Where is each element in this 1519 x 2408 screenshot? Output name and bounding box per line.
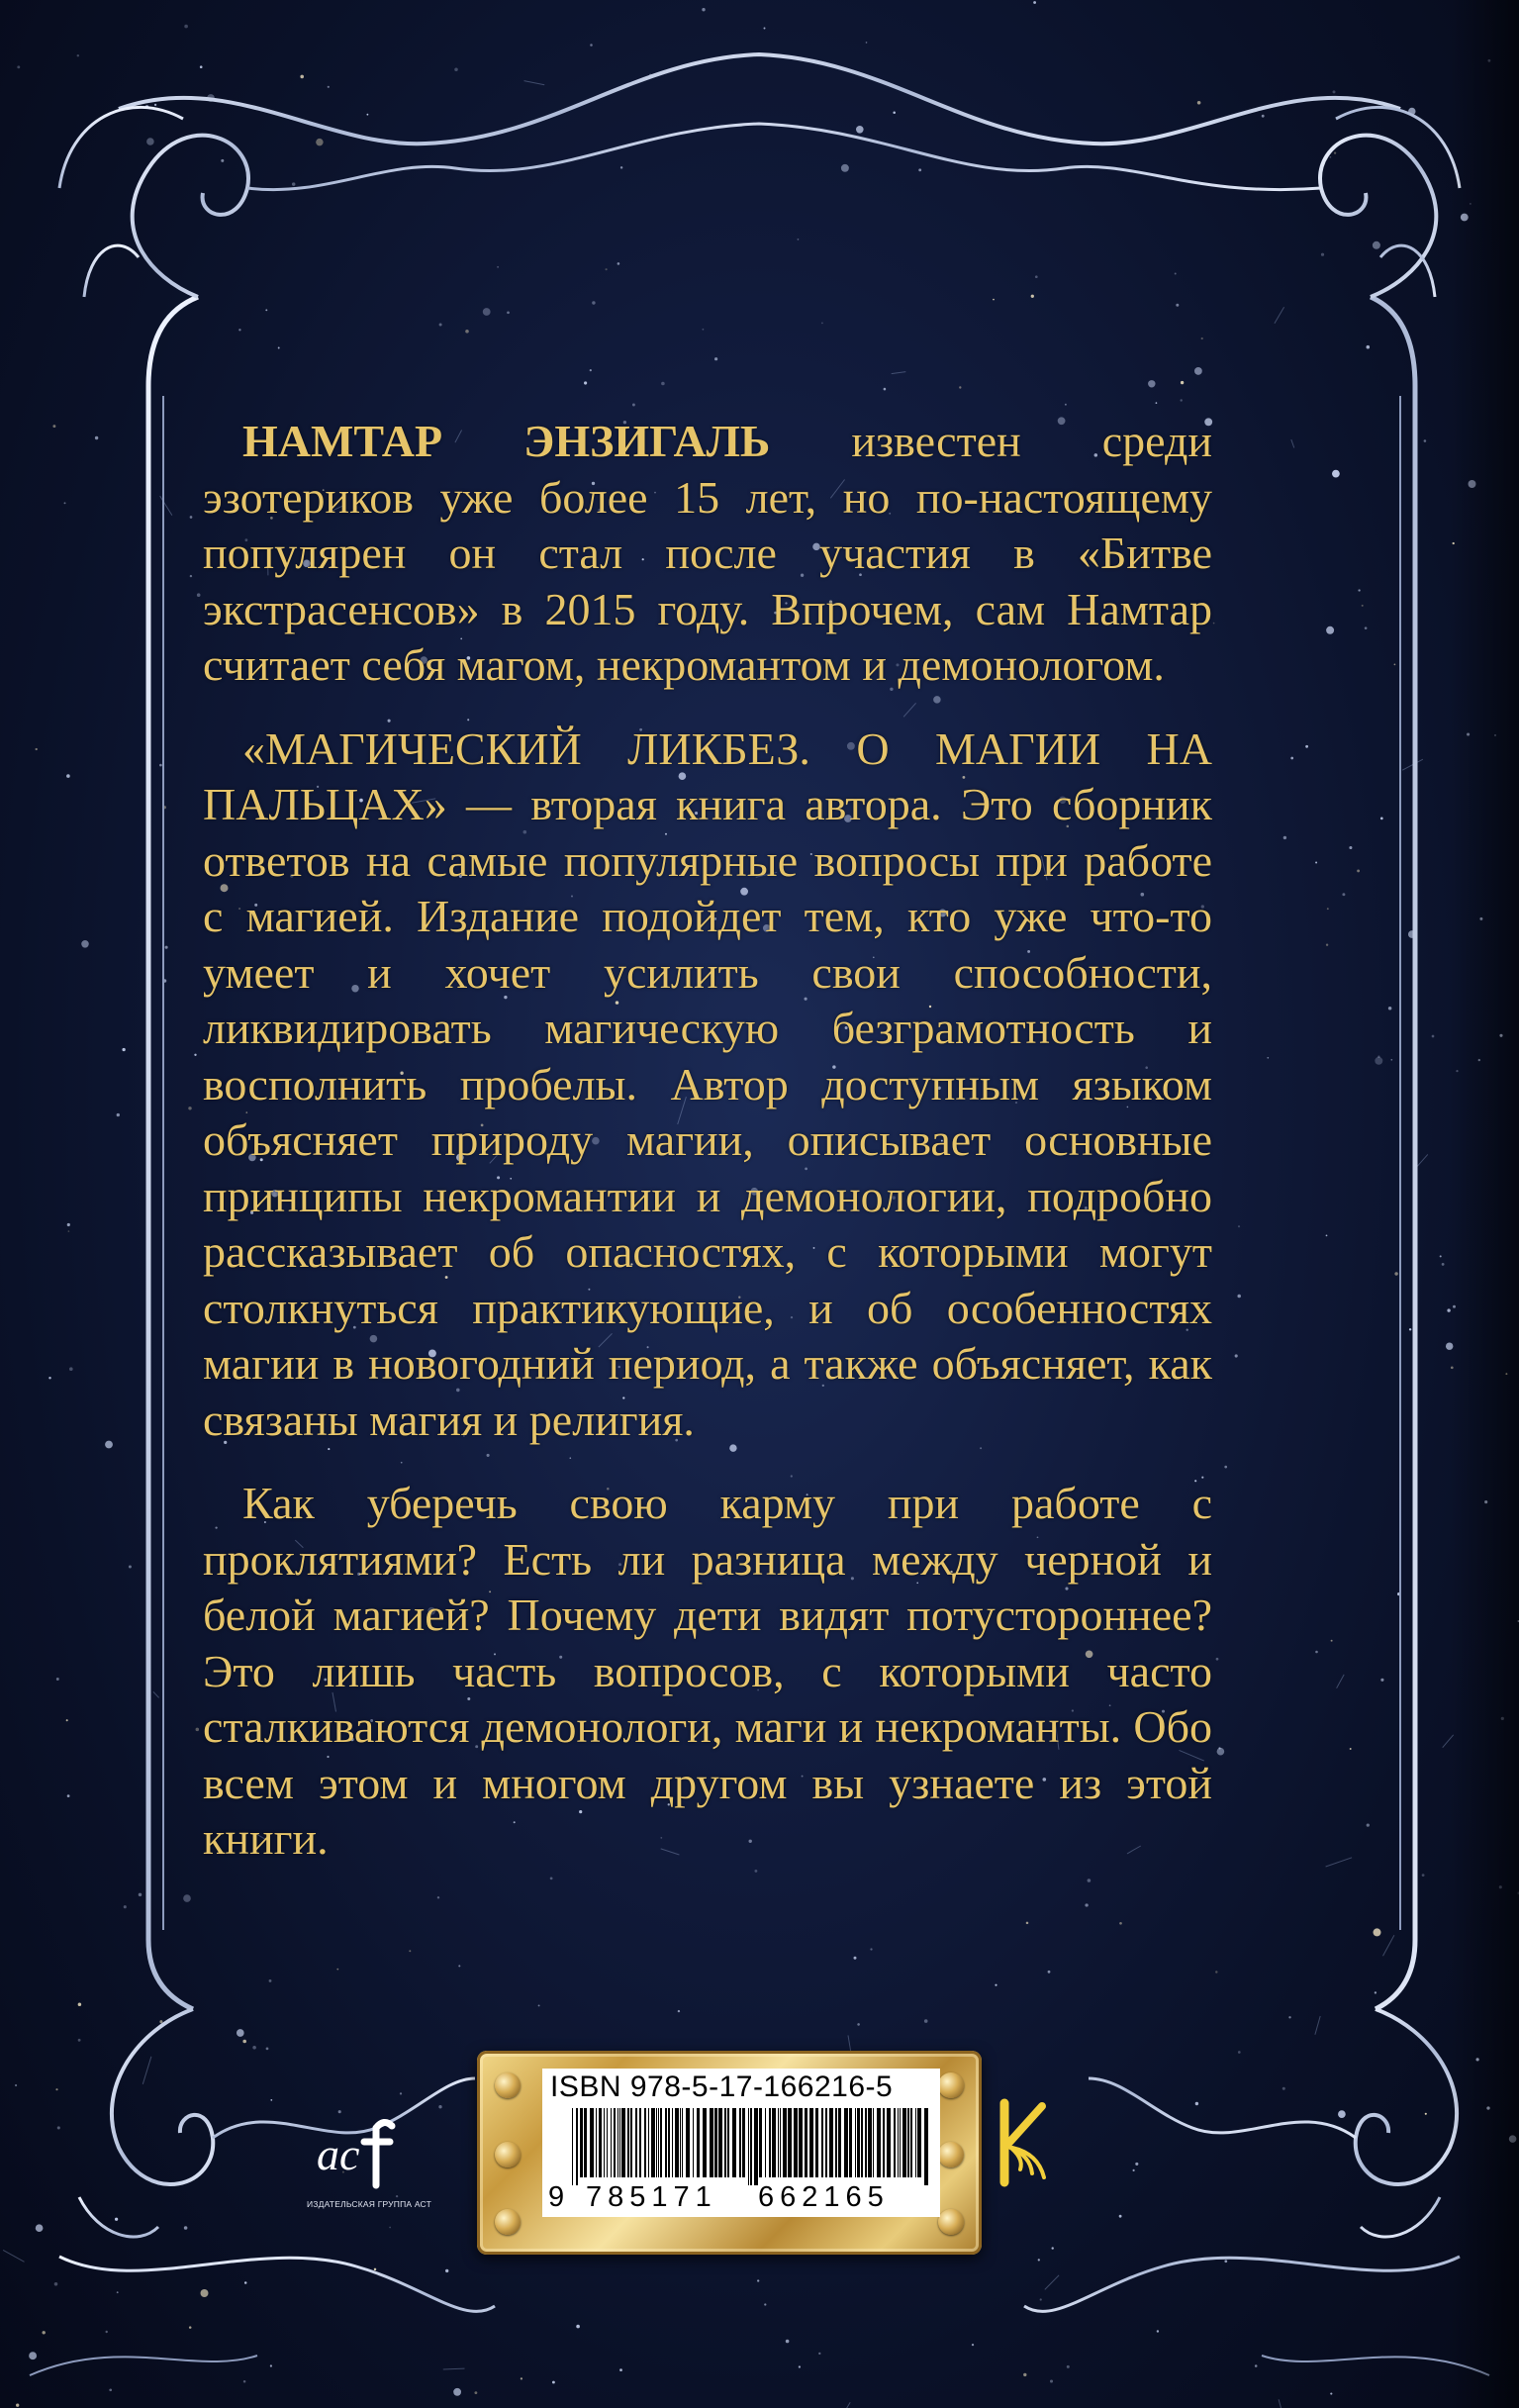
rivet-icon (938, 2209, 964, 2235)
paragraph-author (203, 414, 1212, 694)
barcode-bar (778, 2108, 779, 2177)
barcode-digits (542, 2181, 940, 2217)
barcode-bar (900, 2108, 901, 2177)
rivet-icon (938, 2142, 964, 2167)
barcode-bar (865, 2108, 867, 2177)
barcode-bar (580, 2108, 583, 2177)
barcode-bar (614, 2108, 616, 2177)
barcode-bar (658, 2108, 659, 2177)
barcode-bar (630, 2108, 632, 2177)
barcode-bar (619, 2108, 620, 2177)
barcode-bar (799, 2108, 803, 2177)
barcode-bar (783, 2108, 787, 2177)
barcode-bar (857, 2108, 860, 2177)
ast-caption: ИЗДАТЕЛЬСКАЯ ГРУППА АСТ (307, 2199, 431, 2209)
barcode-bar (924, 2108, 928, 2185)
barcode-bar (718, 2108, 722, 2177)
barcode-bar (590, 2108, 594, 2177)
ast-logo-icon (315, 2108, 406, 2199)
barcode-bar (788, 2108, 792, 2177)
barcode-bar (656, 2108, 657, 2177)
barcode-bar (739, 2108, 741, 2177)
barcode-bar (635, 2108, 637, 2177)
barcode-digits-left: 785171 (586, 2181, 717, 2213)
barcode-bar (825, 2108, 827, 2177)
ast-publisher-logo (307, 2108, 431, 2217)
spine-shadow (1450, 0, 1519, 2408)
barcode-bar (682, 2108, 683, 2177)
rivet-icon (938, 2072, 964, 2098)
barcode-bar (883, 2108, 885, 2177)
barcode-bar (697, 2108, 700, 2177)
barcode-bar (844, 2108, 848, 2177)
barcode-bar (693, 2108, 694, 2177)
barcode-bar (838, 2108, 841, 2177)
barcode-bar (750, 2108, 752, 2185)
barcode-bar (572, 2108, 573, 2185)
barcode-bar (917, 2108, 921, 2177)
barcode-bar (873, 2108, 874, 2177)
barcode-bar (617, 2108, 618, 2177)
barcode-bar (644, 2108, 646, 2177)
barcode-icon (572, 2108, 930, 2185)
barcode-bar (675, 2108, 679, 2177)
barcode-bar (902, 2108, 906, 2177)
barcode-bar (754, 2108, 758, 2185)
k-publisher-logo-icon (995, 2098, 1054, 2187)
barcode-bar (576, 2108, 578, 2185)
barcode-bar (651, 2108, 655, 2177)
barcode-bar (596, 2108, 597, 2177)
barcode-bar (772, 2108, 776, 2177)
paragraph-author-text: известен среди эзотериков уже более 15 лет, но по-настоящему популярен он стал после участия в «Битве экстрасенсов» в 2015 году. Впрочем, сам Намтар считает себя магом, некромантом и демонологом. (203, 416, 1212, 690)
barcode-bar (748, 2108, 749, 2185)
barcode-bar (910, 2108, 912, 2177)
barcode-bar (680, 2108, 681, 2177)
barcode-bar (849, 2108, 852, 2177)
barcode-bar (660, 2108, 662, 2177)
barcode-label (542, 2069, 940, 2217)
barcode-bar (604, 2108, 605, 2177)
annotation-text (203, 414, 1212, 1895)
barcode-bar (611, 2108, 612, 2177)
paragraph-book-description: «МАГИЧЕСКИЙ ЛИКБЕЗ. О МАГИИ НА ПАЛЬЦАХ» — вторая книга автора. Это сборник ответов на самые популярные вопросы при работе с магией. Издание подойдет тем, кто уже что-то умеет и хочет усилить свои способности, ликвидировать магическую безграмотность и восполнить пробелы. Автор доступным языком объясняет природу магии, описывает основные принципы некромантии и демонологии, подробно рассказывает об опасностях, с которыми могут столкнуться практикующие, и об особенностях магии в новогодний период, а также объясняет, как связаны магия и религия. (203, 722, 1212, 1445)
isbn-number: ISBN 978-5-17-166216-5 (550, 2071, 894, 2103)
barcode-bar (809, 2108, 813, 2177)
barcode-bar (599, 2108, 602, 2177)
barcode-bar (668, 2108, 670, 2177)
barcode-bar (898, 2108, 899, 2177)
barcode-bar (765, 2108, 766, 2177)
barcode-bar (621, 2108, 625, 2177)
barcode-digits-right: 662165 (758, 2181, 890, 2213)
barcode-bar (887, 2108, 891, 2177)
barcode-bar (710, 2108, 713, 2177)
barcode-bar (714, 2108, 717, 2177)
barcode-bar (648, 2108, 649, 2177)
barcode-bar (805, 2108, 807, 2177)
barcode-bar (769, 2108, 771, 2177)
barcode-bar (794, 2108, 798, 2177)
rivet-icon (495, 2072, 521, 2098)
barcode-bar (835, 2108, 837, 2177)
barcode-bar (780, 2108, 781, 2177)
barcode-bar (907, 2108, 909, 2177)
barcode-bar (703, 2108, 707, 2177)
barcode-bar (607, 2108, 608, 2177)
barcode-bar (868, 2108, 872, 2177)
barcode-bar (732, 2108, 736, 2177)
barcode-bar (686, 2108, 690, 2177)
barcode-bar (861, 2108, 863, 2177)
barcode-bar (639, 2108, 641, 2177)
barcode-bar (894, 2108, 896, 2177)
barcode-bar (815, 2108, 818, 2177)
barcode-bar (627, 2108, 629, 2177)
barcode-bar (829, 2108, 833, 2177)
barcode-bar (877, 2108, 881, 2177)
rivet-icon (495, 2209, 521, 2235)
barcode-bar (855, 2108, 856, 2177)
barcode-bar (724, 2108, 726, 2177)
barcode-bar (759, 2108, 762, 2177)
barcode-bar (672, 2108, 673, 2177)
author-name: НАМТАР ЭНЗИГАЛЬ (242, 416, 771, 466)
rivet-icon (495, 2142, 521, 2167)
paragraph-questions: Как уберечь свою карму при работе с проклятиями? Есть ли разница между черной и белой магией? Почему дети видят потустороннее? Это лишь часть вопросов, с которыми часто сталкиваются демонологи, маги и некроманты. Обо всем этом и многом другом вы узнаете из этой книги. (203, 1478, 1212, 1864)
barcode-bar (915, 2108, 916, 2177)
svg-text:ас: ас (317, 2129, 360, 2179)
barcode-digit-first: 9 (548, 2181, 565, 2213)
barcode-bar (727, 2108, 729, 2177)
barcode-bar (584, 2108, 587, 2177)
barcode-bar (742, 2108, 745, 2177)
barcode-bar (665, 2108, 667, 2177)
barcode-bar (821, 2108, 823, 2177)
